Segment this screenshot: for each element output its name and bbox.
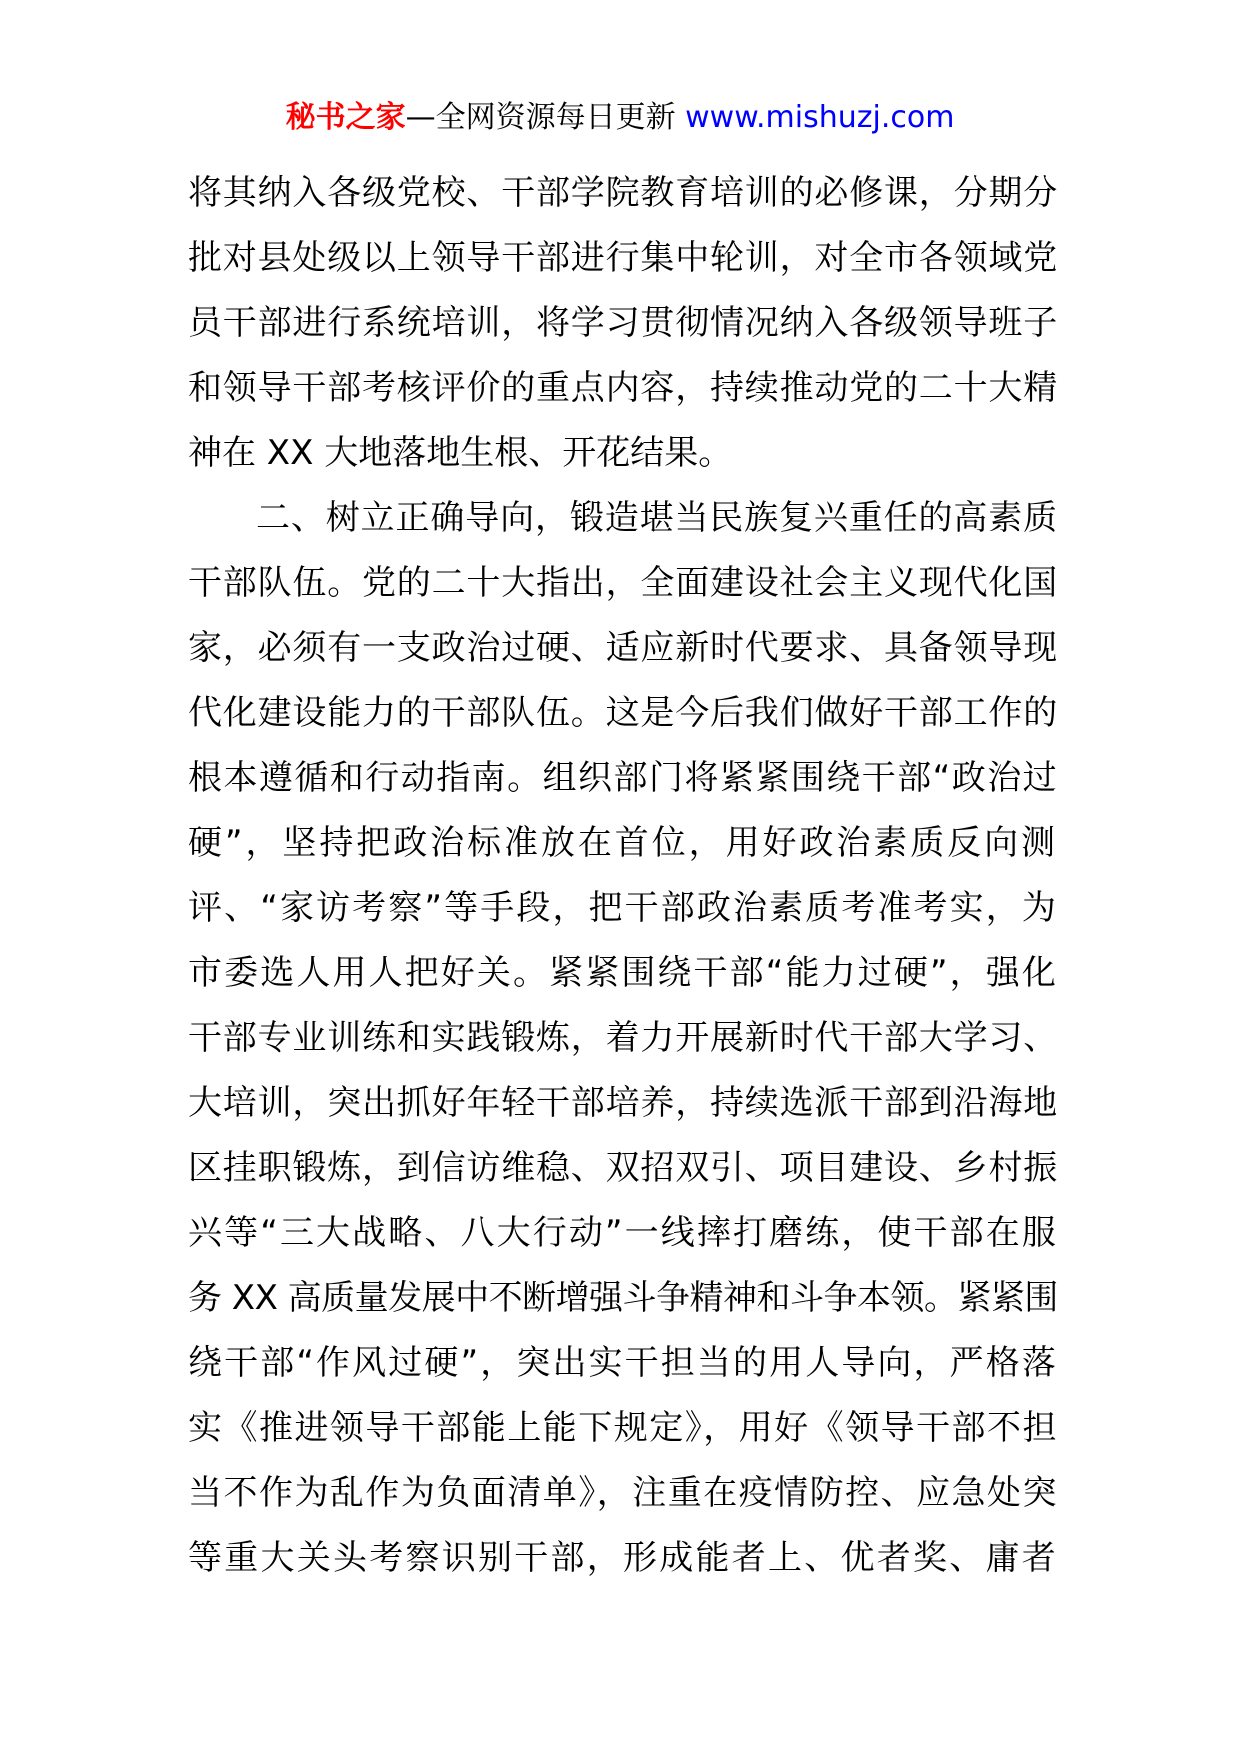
text-line: 和领导干部考核评价的重点内容，持续推动党的二十大精 <box>188 368 1058 408</box>
text-line: 当不作为乱作为负面清单》，注重在疫情防控、应急处突 <box>188 1473 1058 1513</box>
text-line: 员干部进行系统培训，将学习贯彻情况纳入各级领导班子 <box>188 303 1058 343</box>
text-line: 兴等“三大战略、八大行动”一线摔打磨练，使干部在服 <box>188 1213 1058 1253</box>
text-line: 实《推进领导干部能上能下规定》，用好《领导干部不担 <box>188 1408 1058 1448</box>
header-brand: 秘书之家 <box>285 100 406 135</box>
text-line: 代化建设能力的干部队伍。这是今后我们做好干部工作的 <box>188 693 1058 733</box>
document-body <box>188 161 1058 1591</box>
header-url-link[interactable]: www.mishuzj.com <box>685 100 955 135</box>
text-line: 批对县处级以上领导干部进行集中轮训，对全市各领域党 <box>188 238 1058 278</box>
header-tagline: —全网资源每日更新 <box>405 100 676 135</box>
text-line: 市委选人用人把好关。紧紧围绕干部“能力过硬”，强化 <box>188 953 1058 993</box>
text-line: 干部队伍。党的二十大指出，全面建设社会主义现代化国 <box>188 563 1058 603</box>
text-line: 区挂职锻炼，到信访维稳、双招双引、项目建设、乡村振 <box>188 1148 1058 1188</box>
page-header <box>0 98 1240 138</box>
text-line: 神在 XX 大地落地生根、开花结果。 <box>188 433 733 473</box>
text-line: 绕干部“作风过硬”，突出实干担当的用人导向，严格落 <box>188 1343 1058 1383</box>
text-line: 等重大关头考察识别干部，形成能者上、优者奖、庸者 <box>188 1538 1058 1578</box>
paragraph-first-line: 二、树立正确导向，锻造堪当民族复兴重任的高素质 <box>256 498 1058 538</box>
text-line: 大培训，突出抓好年轻干部培养，持续选派干部到沿海地 <box>188 1083 1058 1123</box>
text-line: 硬”，坚持把政治标准放在首位，用好政治素质反向测 <box>188 823 1058 863</box>
text-line: 干部专业训练和实践锻炼，着力开展新时代干部大学习、 <box>188 1018 1058 1058</box>
text-line: 将其纳入各级党校、干部学院教育培训的必修课，分期分 <box>188 173 1058 213</box>
text-line: 家，必须有一支政治过硬、适应新时代要求、具备领导现 <box>188 628 1058 668</box>
text-line: 务 XX 高质量发展中不断增强斗争精神和斗争本领。紧紧围 <box>188 1278 1058 1318</box>
text-line: 根本遵循和行动指南。组织部门将紧紧围绕干部“政治过 <box>188 758 1058 798</box>
text-line: 评、“家访考察”等手段，把干部政治素质考准考实，为 <box>188 888 1058 928</box>
